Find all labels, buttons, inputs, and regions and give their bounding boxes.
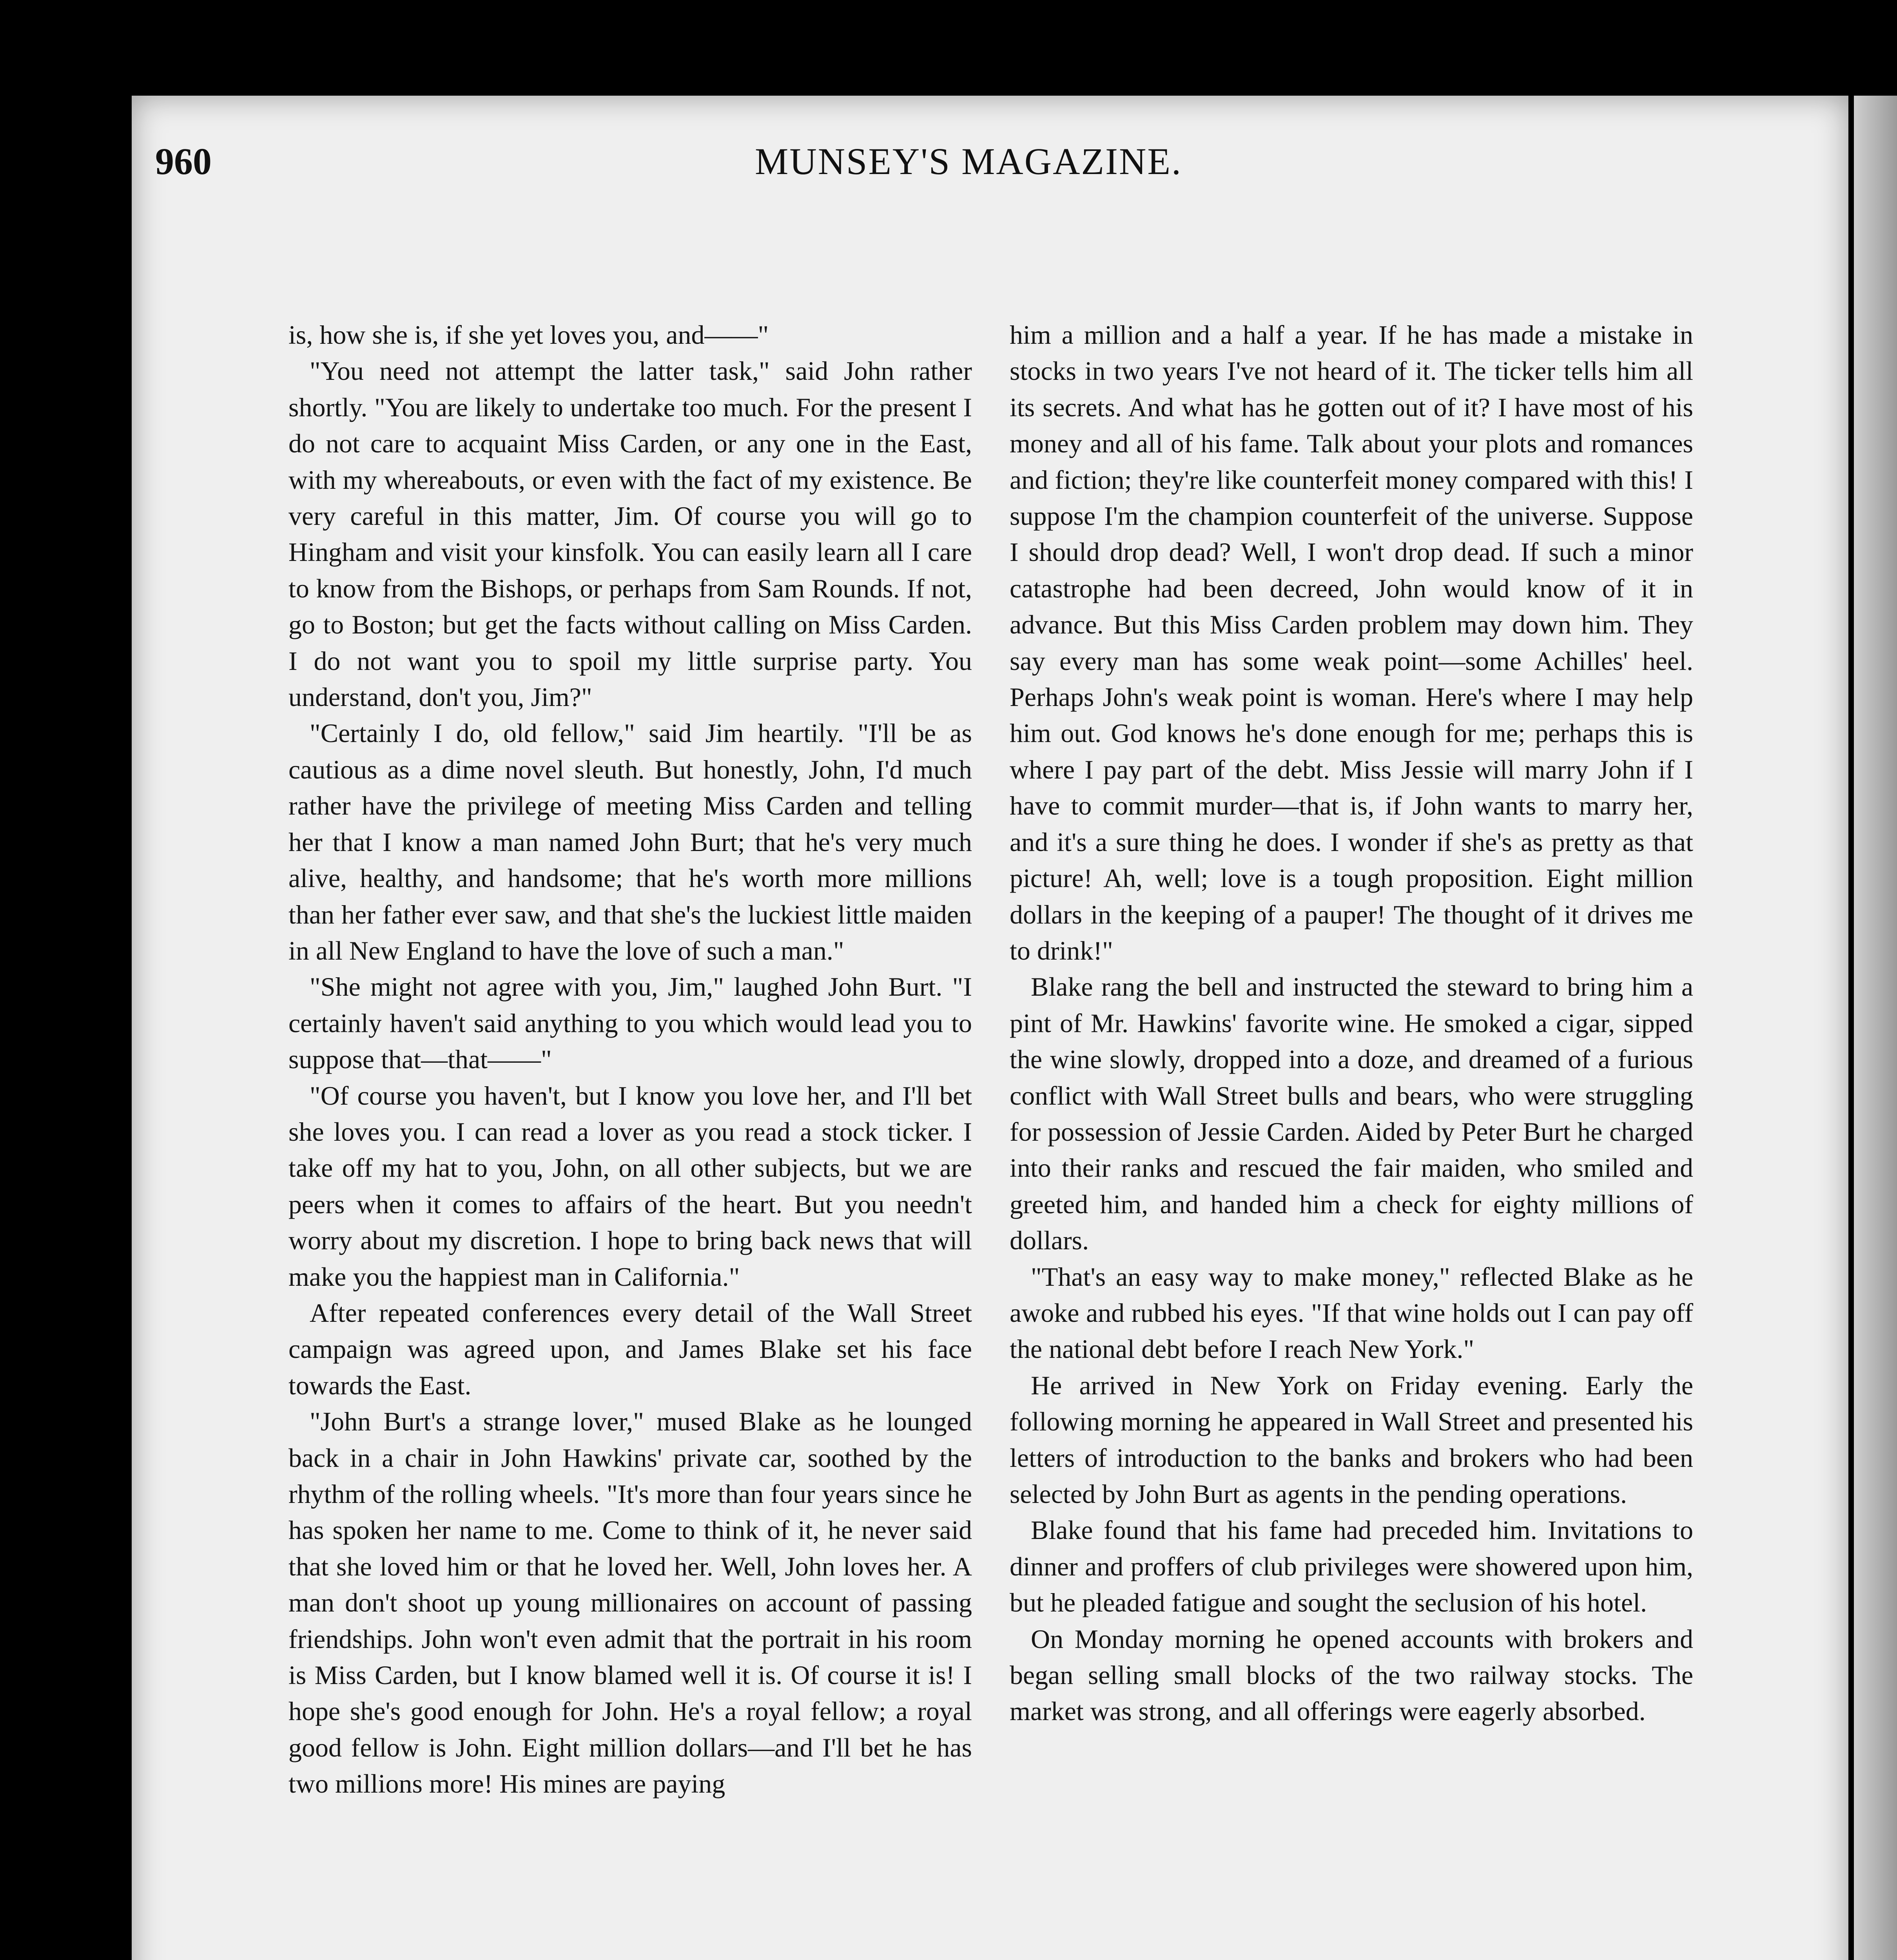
paragraph: "John Burt's a strange lover," mused Blake as he lounged back in a chair in John Hawkins' private car, soothed by the rhythm of the rolling wheels. "It's more than four years since he has spoken her name to me. Come to think of it, he never said that she loved him or that he loved her. Well, John loves her. A man don't shoot up young millionaires on account of passing friendships. John won't even admit that the portrait in his room is Miss Carden, but I know blamed well it is. Of course it is! I hope she's good enough for John. He's a royal fellow; a royal good fellow is John. Eight million dollars—and I'll bet he has two millions more! His mines are paying [288, 1406, 972, 1799]
adjacent-page-edge [1854, 96, 1897, 1960]
paragraph: "Of course you haven't, but I know you love her, and I'll bet she loves you. I can read a lover as you read a stock ticker. I take off my hat to you, John, on all other subjects, but we are peers when it comes to affairs of the heart. But you needn't worry about my discretion. I hope to bring back news that will make you the happiest man in California." [288, 1080, 972, 1292]
running-title: MUNSEY'S MAGAZINE. [755, 140, 1182, 182]
paragraph: "She might not agree with you, Jim," laughed John Burt. "I certainly haven't said anything to you which would lead you to suppose that—that——" [288, 972, 972, 1074]
page-header [155, 140, 1676, 191]
text-columns [288, 317, 1693, 1960]
paragraph: Blake found that his fame had preceded him. Invitations to dinner and proffers of club privileges were showered upon him, but he pleaded fatigue and sought the seclusion of his hotel. [1010, 1515, 1693, 1618]
paragraph: Blake rang the bell and instructed the steward to bring him a pint of Mr. Hawkins' favorite wine. He smoked a cigar, sipped the wine slowly, dropped into a doze, and dreamed of a furious conflict with Wall Street bulls and bears, who were struggling for possession of Jessie Carden. Aided by Peter Burt he charged into their ranks and rescued the fair maiden, who smiled and greeted him, and handed him a check for eighty millions of dollars. [1010, 972, 1693, 1256]
paragraph: him a million and a half a year. If he has made a mistake in stocks in two years I've not heard of it. The ticker tells him all its secrets. And what has he gotten out of it? I have most of his money and all of his fame. Talk about your plots and romances and fiction; they're like counterfeit money compared with this! I suppose I'm the champion counterfeit of the universe. Suppose I should drop dead? Well, I won't drop dead. If such a minor catastrophe had been decreed, John would know of it in advance. But this Miss Carden problem may down him. They say every man has some weak point—some Achilles' heel. Perhaps John's weak point is woman. Here's where I may help him out. God knows he's done enough for me; perhaps this is where I pay part of the debt. Miss Jessie will marry John if I have to commit murder—that is, if John wants to marry her, and it's a sure thing he does. I wonder if she's as pretty as that picture! Ah, well; love is a tough proposition. Eight million dollars in the keeping of a pauper! The thought of it drives me to drink!" [1010, 320, 1693, 965]
paragraph: He arrived in New York on Friday evening. Early the following morning he appeared in Wall Street and presented his letters of introduction to the banks and brokers who had been selected by John Burt as agents in the pending operations. [1010, 1370, 1693, 1509]
paragraph: On Monday morning he opened accounts with brokers and began selling small blocks of the two railway stocks. The market was strong, and all offerings were eagerly absorbed. [1010, 1624, 1693, 1726]
paragraph: "You need not attempt the latter task," said John rather shortly. "You are likely to undertake too much. For the present I do not care to acquaint Miss Carden, or any one in the East, with my whereabouts, or even with the fact of my existence. Be very careful in this matter, Jim. Of course you will go to Hingham and visit your kinsfolk. You can easily learn all I care to know from the Bishops, or perhaps from Sam Rounds. If not, go to Boston; but get the facts without calling on Miss Carden. I do not want you to spoil my little surprise party. You understand, don't you, Jim?" [288, 356, 972, 712]
right-column [1010, 317, 1693, 1960]
left-column [288, 317, 972, 1960]
paragraph: "Certainly I do, old fellow," said Jim heartily. "I'll be as cautious as a dime novel sleuth. But honestly, John, I'd much rather have the privilege of meeting Miss Carden and telling her that I know a man named John Burt; that he's very much alive, healthy, and handsome; that he's worth more millions than her father ever saw, and that she's the luckiest little maiden in all New England to have the love of such a man." [288, 718, 972, 965]
paragraph: is, how she is, if she yet loves you, and——" [288, 320, 769, 350]
page-number: 960 [155, 140, 212, 182]
paragraph: "That's an easy way to make money," reflected Blake as he awoke and rubbed his eyes. "If that wine holds out I can pay off the national debt before I reach New York." [1010, 1261, 1693, 1364]
paragraph: After repeated conferences every detail of the Wall Street campaign was agreed upon, and James Blake set his face towards the East. [288, 1298, 972, 1400]
